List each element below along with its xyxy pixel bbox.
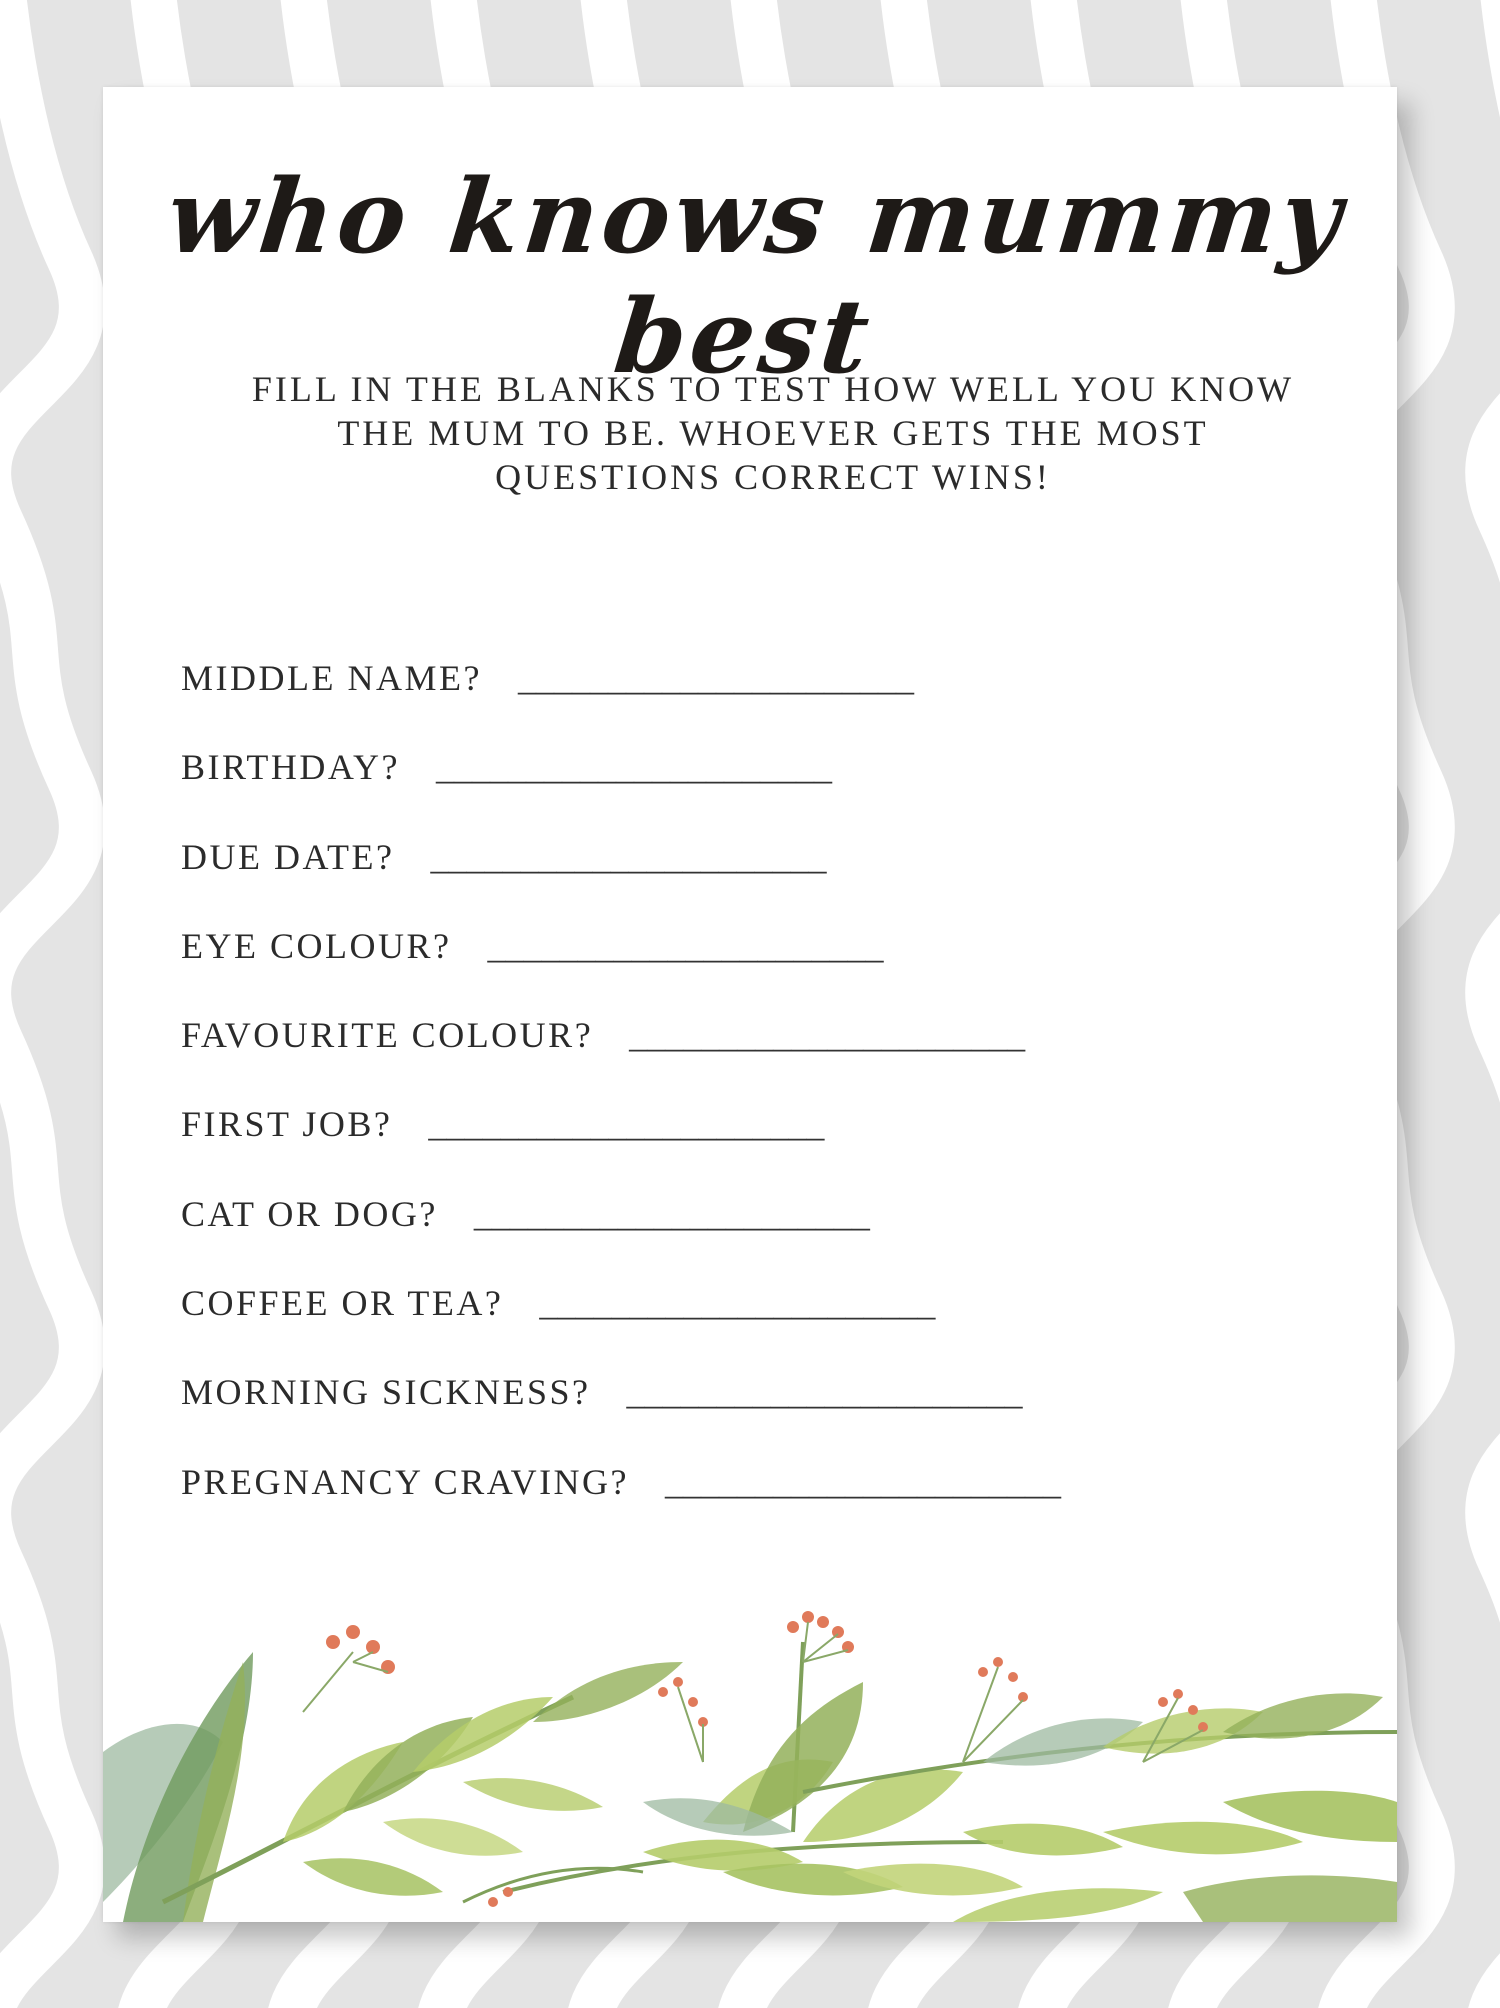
- answer-blank[interactable]: ______________________: [430, 836, 827, 877]
- question-row: [181, 836, 1331, 925]
- question-label: COFFEE OR TEA?: [181, 1283, 504, 1324]
- question-label: MORNING SICKNESS?: [181, 1372, 591, 1413]
- question-label: DUE DATE?: [181, 836, 395, 877]
- question-label: PREGNANCY CRAVING?: [181, 1461, 630, 1502]
- answer-blank[interactable]: ______________________: [626, 1372, 1023, 1413]
- question-label: EYE COLOUR?: [181, 925, 452, 966]
- answer-blank[interactable]: ______________________: [487, 925, 884, 966]
- question-row: [181, 657, 1331, 746]
- answer-blank[interactable]: ______________________: [428, 1104, 825, 1145]
- answer-blank[interactable]: ______________________: [517, 658, 914, 698]
- wave-stripe: [0, 0, 82, 2008]
- answer-blank[interactable]: ______________________: [539, 1283, 936, 1324]
- answer-blank[interactable]: ______________________: [629, 1015, 1026, 1056]
- card-instructions: FILL IN THE BLANKS TO TEST HOW WELL YOU KNOW THE MUM TO BE. WHOEVER GETS THE MOST QUESTIONS CORRECT WINS!: [251, 369, 1295, 497]
- answer-blank[interactable]: ______________________: [665, 1461, 1062, 1502]
- question-row: [181, 1371, 1331, 1460]
- question-row: [181, 1103, 1331, 1192]
- question-label: MIDDLE NAME?: [181, 658, 482, 698]
- wave-stripe: [1488, 0, 1500, 2008]
- game-card: [103, 87, 1397, 1922]
- question-row: [181, 1461, 1331, 1550]
- question-row: [181, 746, 1331, 835]
- question-label: FIRST JOB?: [181, 1104, 393, 1145]
- question-label: CAT OR DOG?: [181, 1193, 438, 1234]
- card-title: who knows mummy best: [161, 157, 1351, 397]
- question-label: BIRTHDAY?: [181, 747, 401, 788]
- leaf-icon: [103, 1642, 1397, 1922]
- question-row: [181, 1282, 1331, 1371]
- question-list: [181, 657, 1331, 1550]
- question-row: [181, 1014, 1331, 1103]
- answer-blank[interactable]: ______________________: [473, 1193, 870, 1234]
- question-label: FAVOURITE COLOUR?: [181, 1015, 594, 1056]
- question-row: [181, 925, 1331, 1014]
- answer-blank[interactable]: ______________________: [436, 747, 833, 788]
- watercolor-foliage-illustration: [103, 1602, 1397, 1922]
- question-row: [181, 1193, 1331, 1282]
